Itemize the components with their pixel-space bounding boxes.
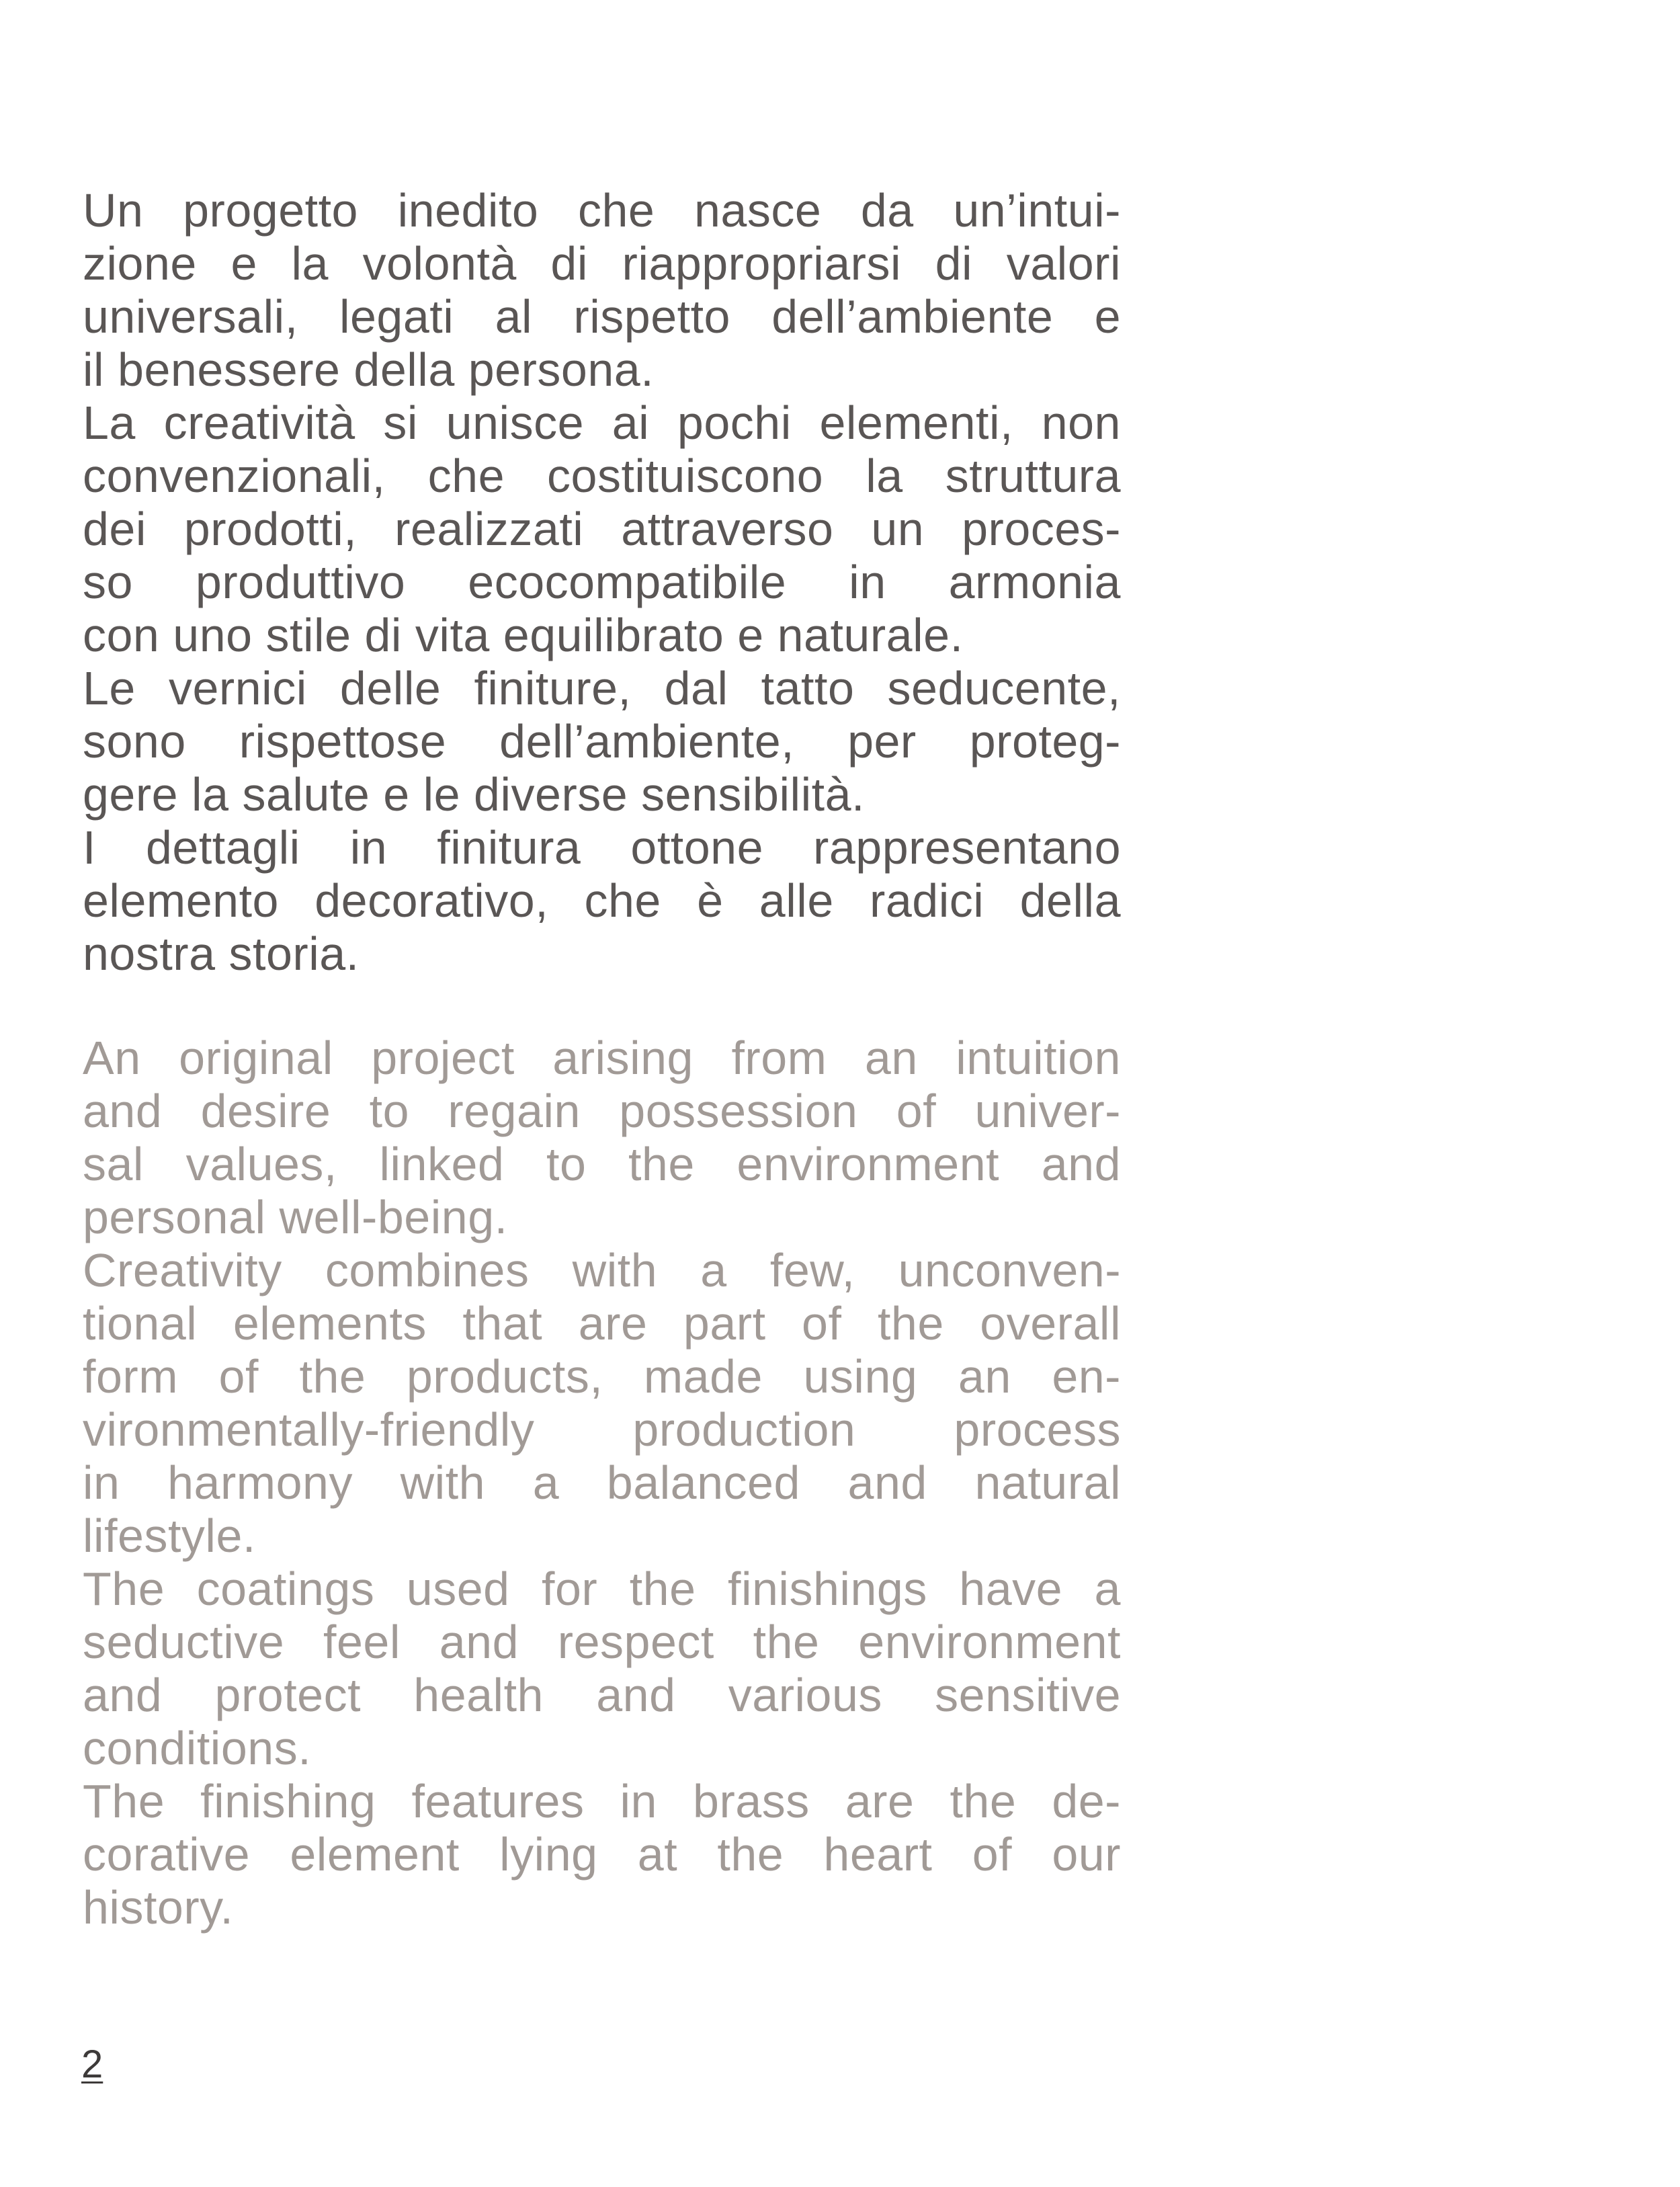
page-number: 2 xyxy=(81,2042,103,2086)
text-line: The finishing features in brass are the de- xyxy=(83,1775,1121,1827)
text-line: An original project arising from an intuition xyxy=(83,1032,1121,1084)
text-line: and desire to regain possession of univer- xyxy=(83,1085,1121,1137)
text-line: dei prodotti, realizzati attraverso un proces- xyxy=(83,503,1121,555)
text-line: seductive feel and respect the environment xyxy=(83,1616,1121,1668)
text-line: zione e la volontà di riappropriarsi di valori xyxy=(83,237,1121,290)
text-line: Un progetto inedito che nasce da un’intui- xyxy=(83,184,1121,237)
text-line: so produttivo ecocompatibile in armonia xyxy=(83,556,1121,608)
text-line: il benessere della persona. xyxy=(83,343,655,396)
text-line: elemento decorativo, che è alle radici della xyxy=(83,874,1121,927)
text-line: in harmony with a balanced and natural xyxy=(83,1456,1121,1509)
text-line: sono rispettose dell’ambiente, per proteg- xyxy=(83,715,1121,768)
text-line: sal values, linked to the environment and xyxy=(83,1138,1121,1190)
english-paragraph xyxy=(83,1032,1121,1934)
text-line: La creatività si unisce ai pochi elementi, non xyxy=(83,397,1121,449)
text-line: Creativity combines with a few, unconven- xyxy=(83,1244,1121,1296)
text-line: lifestyle. xyxy=(83,1510,256,1562)
text-line: universali, legati al rispetto dell’ambiente e xyxy=(83,290,1121,343)
text-line: convenzionali, che costituiscono la struttura xyxy=(83,450,1121,502)
text-line: corative element lying at the heart of our xyxy=(83,1828,1121,1881)
text-line: conditions. xyxy=(83,1722,312,1774)
text-line: vironmentally-friendly production process xyxy=(83,1403,1121,1456)
italian-paragraph xyxy=(83,184,1121,981)
text-line: history. xyxy=(83,1881,234,1934)
text-line: con uno stile di vita equilibrato e naturale. xyxy=(83,609,964,661)
text-line: and protect health and various sensitive xyxy=(83,1669,1121,1721)
text-line: The coatings used for the finishings have a xyxy=(83,1563,1121,1615)
text-line: tional elements that are part of the overall xyxy=(83,1297,1121,1350)
text-line: nostra storia. xyxy=(83,927,360,980)
text-line: Le vernici delle finiture, dal tatto seducente, xyxy=(83,662,1121,714)
text-line: personal well-being. xyxy=(83,1191,508,1243)
text-line: form of the products, made using an en- xyxy=(83,1350,1121,1403)
text-line: I dettagli in finitura ottone rappresentano xyxy=(83,821,1121,874)
text-line: gere la salute e le diverse sensibilità. xyxy=(83,768,865,821)
